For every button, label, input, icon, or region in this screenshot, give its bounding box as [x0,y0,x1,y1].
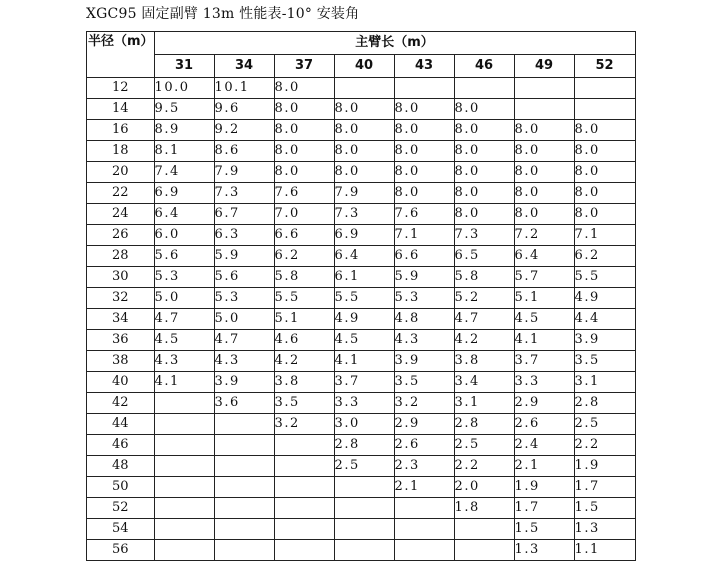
capacity-cell: 2.8 [454,414,514,435]
radius-cell: 34 [87,309,155,330]
capacity-cell: 7.1 [574,225,635,246]
capacity-cell: 8.0 [454,141,514,162]
capacity-cell [334,519,394,540]
table-row [87,330,636,351]
capacity-cell: 8.0 [394,99,454,120]
radius-cell: 14 [87,99,155,120]
capacity-cell: 4.7 [454,309,514,330]
capacity-cell: 9.5 [154,99,214,120]
capacity-cell: 1.7 [514,498,574,519]
capacity-cell: 7.6 [394,204,454,225]
capacity-cell: 8.0 [514,141,574,162]
table-row [87,120,636,141]
capacity-cell: 5.9 [214,246,274,267]
radius-cell: 16 [87,120,155,141]
radius-cell: 18 [87,141,155,162]
capacity-cell: 8.9 [154,120,214,141]
capacity-cell [154,456,214,477]
radius-cell: 12 [87,78,155,99]
capacity-cell: 8.0 [454,99,514,120]
capacity-cell: 4.3 [394,330,454,351]
capacity-cell: 3.5 [274,393,334,414]
capacity-cell: 1.5 [574,498,635,519]
radius-cell: 38 [87,351,155,372]
capacity-cell: 8.0 [274,162,334,183]
column-header: 37 [274,55,334,78]
capacity-cell: 4.4 [574,309,635,330]
radius-header: 半径（m） [87,32,155,78]
capacity-cell: 5.5 [274,288,334,309]
capacity-cell [274,519,334,540]
capacity-cell: 4.1 [514,330,574,351]
table-row [87,225,636,246]
column-header: 49 [514,55,574,78]
capacity-cell [214,519,274,540]
capacity-cell: 5.8 [274,267,334,288]
radius-cell: 36 [87,330,155,351]
capacity-cell [394,498,454,519]
capacity-cell: 5.3 [214,288,274,309]
capacity-cell: 6.1 [334,267,394,288]
radius-cell: 44 [87,414,155,435]
capacity-cell: 4.5 [154,330,214,351]
capacity-cell [394,540,454,561]
capacity-cell: 3.5 [394,372,454,393]
capacity-cell: 3.5 [574,351,635,372]
capacity-cell: 3.1 [574,372,635,393]
capacity-cell [334,498,394,519]
capacity-cell: 4.2 [454,330,514,351]
capacity-cell [214,414,274,435]
capacity-cell: 8.0 [274,141,334,162]
capacity-cell: 2.6 [514,414,574,435]
capacity-cell: 3.6 [214,393,274,414]
capacity-cell: 8.0 [514,183,574,204]
capacity-cell: 7.3 [214,183,274,204]
performance-table [86,31,636,561]
capacity-cell: 7.9 [214,162,274,183]
capacity-cell: 2.1 [394,477,454,498]
capacity-cell: 9.2 [214,120,274,141]
capacity-cell: 8.0 [574,162,635,183]
capacity-cell: 3.9 [214,372,274,393]
capacity-cell: 6.2 [574,246,635,267]
table-row [87,540,636,561]
capacity-cell [274,477,334,498]
radius-cell: 50 [87,477,155,498]
boom-length-header: 主臂长（m） [154,32,635,55]
capacity-cell: 4.5 [334,330,394,351]
radius-cell: 48 [87,456,155,477]
column-header: 34 [214,55,274,78]
capacity-cell: 8.1 [154,141,214,162]
capacity-cell: 6.4 [514,246,574,267]
capacity-cell: 8.0 [274,120,334,141]
capacity-cell: 8.0 [454,120,514,141]
capacity-cell: 6.5 [454,246,514,267]
capacity-cell: 1.7 [574,477,635,498]
capacity-cell [394,78,454,99]
capacity-cell: 3.8 [274,372,334,393]
capacity-cell: 7.9 [334,183,394,204]
capacity-cell: 6.2 [274,246,334,267]
radius-cell: 40 [87,372,155,393]
capacity-cell: 7.4 [154,162,214,183]
capacity-cell: 6.6 [394,246,454,267]
table-row [87,519,636,540]
capacity-cell: 4.2 [274,351,334,372]
capacity-cell: 6.9 [154,183,214,204]
capacity-cell: 8.0 [334,120,394,141]
capacity-cell: 4.9 [334,309,394,330]
capacity-cell: 5.3 [154,267,214,288]
table-row [87,78,636,99]
capacity-cell: 7.3 [454,225,514,246]
capacity-cell: 5.2 [454,288,514,309]
capacity-cell: 3.0 [334,414,394,435]
capacity-cell: 8.0 [574,120,635,141]
radius-cell: 56 [87,540,155,561]
table-row [87,456,636,477]
capacity-cell: 10.1 [214,78,274,99]
capacity-cell [274,498,334,519]
table-header [87,32,636,78]
radius-cell: 32 [87,288,155,309]
capacity-cell: 2.8 [334,435,394,456]
capacity-cell: 8.0 [454,204,514,225]
capacity-cell [214,498,274,519]
capacity-cell [154,519,214,540]
table-row [87,393,636,414]
capacity-cell [214,477,274,498]
capacity-cell: 2.6 [394,435,454,456]
capacity-cell: 3.7 [334,372,394,393]
capacity-cell: 5.1 [514,288,574,309]
capacity-cell: 7.3 [334,204,394,225]
capacity-cell: 5.6 [154,246,214,267]
capacity-cell: 3.2 [394,393,454,414]
capacity-cell: 5.8 [454,267,514,288]
capacity-cell: 4.6 [274,330,334,351]
capacity-cell [514,78,574,99]
capacity-cell: 8.0 [274,99,334,120]
capacity-cell: 3.9 [574,330,635,351]
capacity-cell: 10.0 [154,78,214,99]
capacity-cell: 8.6 [214,141,274,162]
capacity-cell [274,540,334,561]
table-row [87,498,636,519]
capacity-cell: 7.0 [274,204,334,225]
radius-cell: 28 [87,246,155,267]
capacity-cell: 2.0 [454,477,514,498]
capacity-cell: 5.3 [394,288,454,309]
capacity-cell [214,456,274,477]
capacity-cell [454,78,514,99]
capacity-cell: 4.3 [214,351,274,372]
capacity-cell: 4.9 [574,288,635,309]
capacity-cell: 2.4 [514,435,574,456]
capacity-cell [154,435,214,456]
capacity-cell: 3.4 [454,372,514,393]
capacity-cell: 8.0 [574,141,635,162]
capacity-cell: 2.2 [454,456,514,477]
capacity-cell: 5.7 [514,267,574,288]
capacity-cell: 5.1 [274,309,334,330]
capacity-cell: 8.0 [514,120,574,141]
capacity-cell [334,477,394,498]
capacity-cell: 5.5 [574,267,635,288]
radius-cell: 22 [87,183,155,204]
capacity-cell: 4.5 [514,309,574,330]
table-body [87,78,636,561]
capacity-cell [394,519,454,540]
capacity-cell [154,414,214,435]
column-header: 31 [154,55,214,78]
capacity-cell: 1.3 [574,519,635,540]
table-row [87,288,636,309]
capacity-cell [214,540,274,561]
radius-cell: 46 [87,435,155,456]
capacity-cell: 7.2 [514,225,574,246]
capacity-cell: 3.2 [274,414,334,435]
capacity-cell [154,393,214,414]
capacity-cell [214,435,274,456]
capacity-cell [574,99,635,120]
header-row-group [87,32,636,55]
capacity-cell: 3.1 [454,393,514,414]
capacity-cell: 9.6 [214,99,274,120]
capacity-cell: 2.9 [514,393,574,414]
column-header: 43 [394,55,454,78]
capacity-cell: 2.3 [394,456,454,477]
document-title: XGC95 固定副臂 13m 性能表-10° 安装角 [86,6,360,22]
capacity-cell [334,78,394,99]
radius-cell: 52 [87,498,155,519]
table-row [87,246,636,267]
capacity-cell: 5.9 [394,267,454,288]
table-row [87,204,636,225]
radius-cell: 20 [87,162,155,183]
capacity-cell: 4.8 [394,309,454,330]
capacity-cell: 2.9 [394,414,454,435]
capacity-cell: 8.0 [394,162,454,183]
column-header: 46 [454,55,514,78]
capacity-cell: 6.6 [274,225,334,246]
capacity-cell: 8.0 [334,99,394,120]
capacity-cell: 1.5 [514,519,574,540]
capacity-cell [274,456,334,477]
capacity-cell: 8.0 [394,120,454,141]
capacity-cell: 2.5 [334,456,394,477]
capacity-cell: 8.0 [514,204,574,225]
capacity-cell: 4.1 [334,351,394,372]
table-row [87,162,636,183]
capacity-cell [454,540,514,561]
capacity-cell: 8.0 [454,162,514,183]
radius-cell: 30 [87,267,155,288]
capacity-cell: 6.3 [214,225,274,246]
column-header: 40 [334,55,394,78]
capacity-cell: 6.9 [334,225,394,246]
capacity-cell: 5.5 [334,288,394,309]
table-row [87,351,636,372]
radius-cell: 26 [87,225,155,246]
capacity-cell: 7.6 [274,183,334,204]
capacity-cell: 3.7 [514,351,574,372]
capacity-cell: 2.1 [514,456,574,477]
capacity-cell: 2.5 [574,414,635,435]
capacity-cell: 6.4 [334,246,394,267]
table-row [87,183,636,204]
capacity-cell: 3.3 [334,393,394,414]
table-row [87,141,636,162]
capacity-cell: 8.0 [334,141,394,162]
table-row [87,309,636,330]
capacity-cell: 1.9 [514,477,574,498]
table-row [87,267,636,288]
table-row [87,477,636,498]
capacity-cell: 2.5 [454,435,514,456]
capacity-cell: 3.8 [454,351,514,372]
capacity-cell: 8.0 [394,183,454,204]
capacity-cell: 8.0 [334,162,394,183]
radius-cell: 42 [87,393,155,414]
capacity-cell: 8.0 [394,141,454,162]
capacity-cell: 8.0 [574,183,635,204]
capacity-cell [154,540,214,561]
capacity-cell: 2.2 [574,435,635,456]
header-row-columns [87,55,636,78]
table-row [87,372,636,393]
capacity-cell [574,78,635,99]
capacity-cell: 1.3 [514,540,574,561]
capacity-cell: 3.3 [514,372,574,393]
capacity-cell [454,519,514,540]
capacity-cell: 6.4 [154,204,214,225]
capacity-cell: 6.0 [154,225,214,246]
capacity-cell: 3.9 [394,351,454,372]
capacity-cell: 8.0 [274,78,334,99]
table-row [87,414,636,435]
capacity-cell: 4.1 [154,372,214,393]
table-row [87,99,636,120]
capacity-cell [154,498,214,519]
capacity-cell: 8.0 [514,162,574,183]
capacity-cell: 1.8 [454,498,514,519]
radius-cell: 24 [87,204,155,225]
capacity-cell: 8.0 [574,204,635,225]
capacity-cell [274,435,334,456]
capacity-cell: 1.1 [574,540,635,561]
capacity-cell: 1.9 [574,456,635,477]
capacity-cell: 5.0 [154,288,214,309]
capacity-cell: 2.8 [574,393,635,414]
table-row [87,435,636,456]
capacity-cell: 4.7 [214,330,274,351]
capacity-cell: 4.3 [154,351,214,372]
capacity-cell: 6.7 [214,204,274,225]
capacity-cell [334,540,394,561]
capacity-cell: 5.0 [214,309,274,330]
capacity-cell [514,99,574,120]
capacity-cell: 5.6 [214,267,274,288]
capacity-cell [154,477,214,498]
capacity-cell: 8.0 [454,183,514,204]
radius-cell: 54 [87,519,155,540]
capacity-cell: 7.1 [394,225,454,246]
capacity-cell: 4.7 [154,309,214,330]
column-header: 52 [574,55,635,78]
